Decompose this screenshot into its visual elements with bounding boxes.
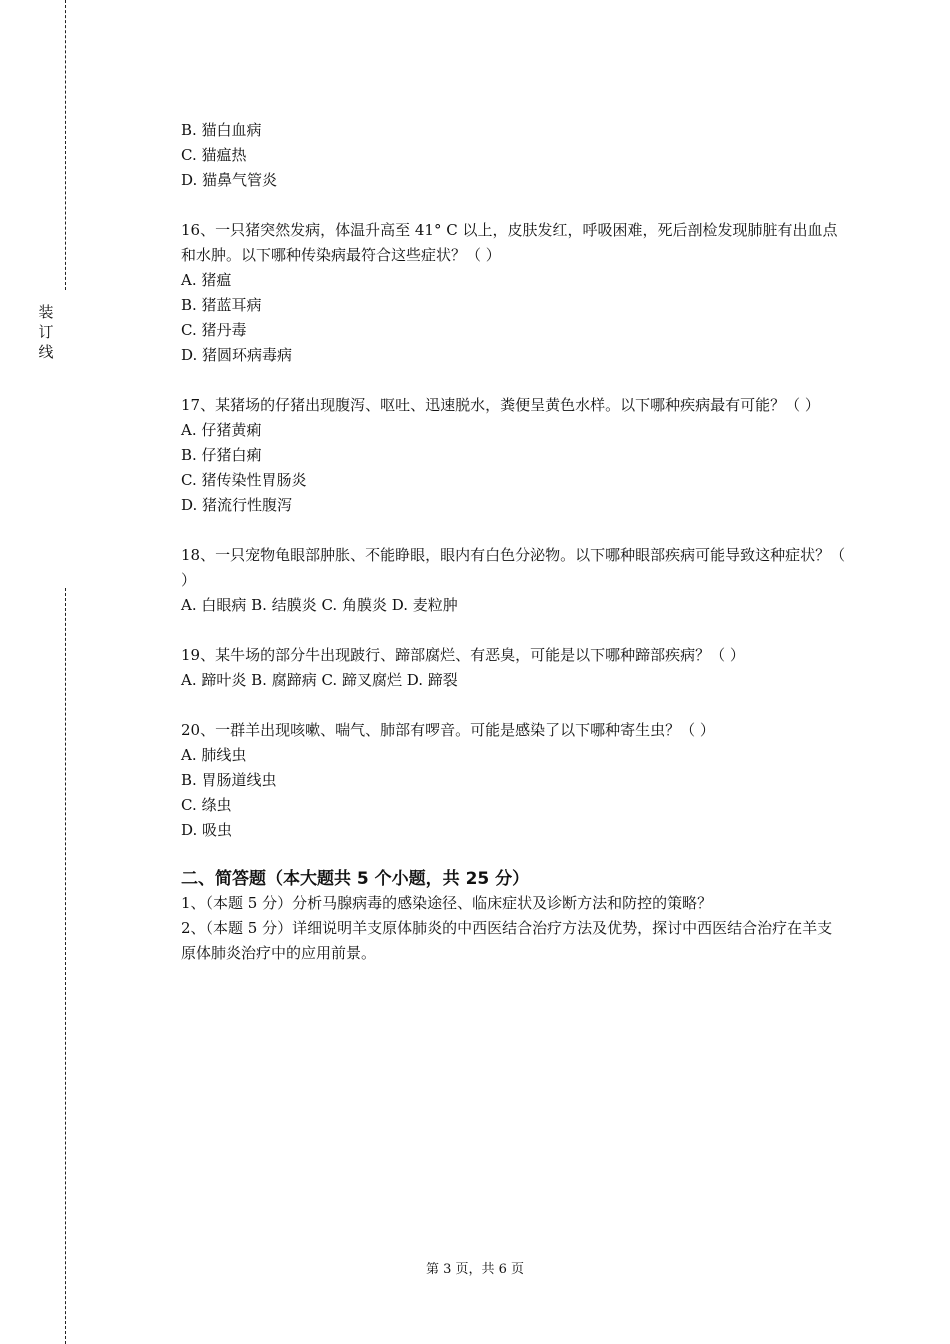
option: B. 仔猪白痢 (181, 446, 262, 464)
option: D. 猫鼻气管炎 (181, 171, 278, 189)
option: C. 猪传染性胃肠炎 (181, 471, 307, 489)
question-stem: 16、一只猪突然发病，体温升高至 41° C 以上，皮肤发红，呼吸困难，死后剖检发现肺脏有出血点和水肿。以下哪种传染病最符合这些症状？（ ） (181, 221, 838, 264)
option: B. 猫白血病 (181, 121, 262, 139)
page-footer: 第 3 页，共 6 页 (425, 1262, 525, 1277)
option: D. 猪圆环病毒病 (181, 346, 293, 364)
binding-char: 订 (38, 323, 54, 341)
binding-label (36, 302, 56, 362)
option: A. 肺线虫 (181, 746, 247, 764)
option-row: A. 蹄叶炎 B. 腐蹄病 C. 蹄叉腐烂 D. 蹄裂 (181, 671, 458, 689)
question-19 (181, 643, 846, 693)
option: A. 猪瘟 (181, 271, 232, 289)
question-17 (181, 393, 846, 518)
question-15-tail (181, 118, 846, 193)
option: C. 猫瘟热 (181, 146, 247, 164)
short-answer-question: 1、（本题 5 分）分析马腺病毒的感染途径、临床症状及诊断方法和防控的策略？ (181, 894, 713, 912)
option-row: A. 白眼病 B. 结膜炎 C. 角膜炎 D. 麦粒肿 (181, 596, 458, 614)
question-stem: 19、某牛场的部分牛出现跛行、蹄部腐烂、有恶臭，可能是以下哪种蹄部疾病？（ ） (181, 646, 745, 664)
question-16 (181, 218, 846, 368)
exam-content (181, 118, 846, 966)
section-title: 二、简答题（本大题共 5 个小题，共 25 分） (181, 869, 530, 889)
binding-dashed-line-bottom (65, 588, 66, 1344)
option: A. 仔猪黄痢 (181, 421, 262, 439)
option: D. 吸虫 (181, 821, 233, 839)
option: C. 猪丹毒 (181, 321, 247, 339)
short-answer-question: 2、（本题 5 分）详细说明羊支原体肺炎的中西医结合治疗方法及优势，探讨中西医结合治疗在羊支原体肺炎治疗中的应用前景。 (181, 919, 833, 962)
option: B. 胃肠道线虫 (181, 771, 277, 789)
option: D. 猪流行性腹泻 (181, 496, 293, 514)
question-18 (181, 543, 846, 618)
option: B. 猪蓝耳病 (181, 296, 262, 314)
question-stem: 20、一群羊出现咳嗽、喘气、肺部有啰音。可能是感染了以下哪种寄生虫？（ ） (181, 721, 715, 739)
question-20 (181, 718, 846, 843)
option: C. 绦虫 (181, 796, 232, 814)
question-stem: 18、一只宠物龟眼部肿胀、不能睁眼，眼内有白色分泌物。以下哪种眼部疾病可能导致这种症状？（ ） (181, 546, 846, 589)
binding-char: 线 (38, 343, 54, 361)
binding-char: 装 (38, 303, 54, 321)
binding-dashed-line-top (65, 0, 66, 290)
question-stem: 17、某猪场的仔猪出现腹泻、呕吐、迅速脱水，粪便呈黄色水样。以下哪种疾病最有可能？（ ） (181, 396, 820, 414)
